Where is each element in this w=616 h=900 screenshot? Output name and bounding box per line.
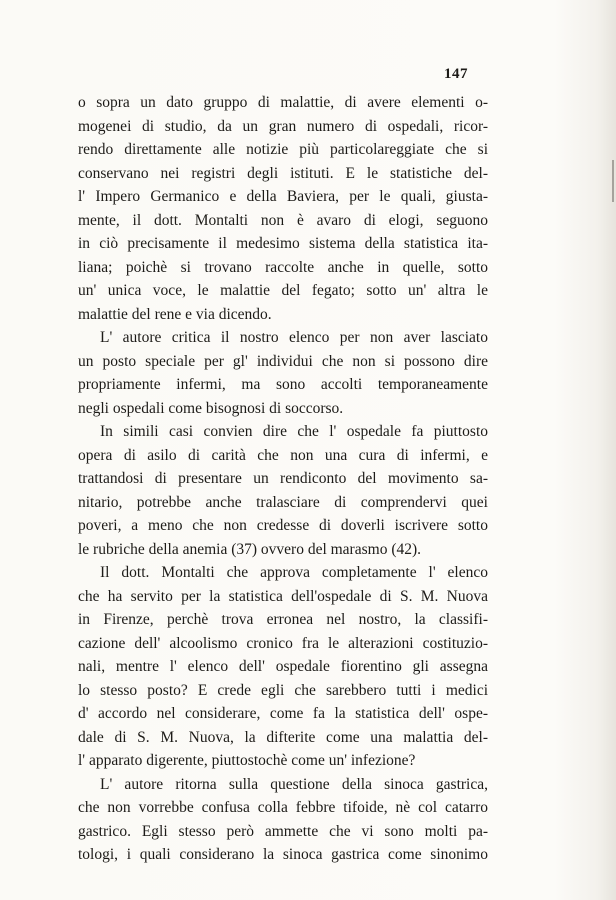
page-edge-mark: [612, 160, 614, 202]
text-line: trattandosi di presentare un rendiconto del movimento sa-: [78, 470, 488, 487]
text-line: l' Impero Germanico e della Baviera, per le quali, giusta-: [78, 188, 488, 205]
text-line: tologi, i quali considerano la sinoca gastrica come sinonimo: [78, 846, 488, 863]
text-line: l' apparato digerente, piuttostochè come un' infezione?: [78, 752, 416, 769]
text-line: d' accordo nel considerare, come fa la statistica dell' ospe-: [78, 705, 488, 722]
text-line: un' unica voce, le malattie del fegato; sotto un' altra le: [78, 282, 488, 299]
text-line: o sopra un dato gruppo di malattie, di avere elementi o-: [78, 94, 488, 111]
text-line: L' autore critica il nostro elenco per non aver lasciato: [100, 329, 488, 346]
text-line: cazione dell' alcoolismo cronico fra le alterazioni costituzio-: [78, 634, 488, 652]
text-line: le rubriche della anemia (37) ovvero del marasmo (42).: [78, 540, 422, 558]
text-line: liana; poichè si trovano raccolte anche in quelle, sotto: [78, 258, 488, 276]
text-line: conservano nei registri degli istituti. E le statistiche del-: [78, 164, 488, 182]
text-line: mente, il dott. Montalti non è avaro di elogi, seguono: [78, 211, 488, 229]
text-line: che non vorrebbe confusa colla febbre tifoide, nè col catarro: [78, 799, 488, 816]
text-line: poveri, a meno che non credesse di doverli iscrivere sotto: [78, 517, 488, 534]
text-line: nali, mentre l' elenco dell' ospedale fiorentino gli assegna: [78, 658, 488, 675]
text-line: in ciò precisamente il medesimo sistema della statistica ita-: [78, 235, 488, 252]
text-line: in Firenze, perchè trova erronea nel nostro, la classifi-: [78, 611, 488, 628]
text-line: In simili casi convien dire che l' ospedale fa piuttosto: [100, 423, 488, 440]
text-line: che ha servito per la statistica dell'ospedale di S. M. Nuova: [78, 587, 488, 605]
text-line: mogenei di studio, da un gran numero di ospedali, ricor-: [78, 117, 488, 135]
text-line: opera di asilo di carità che non una cura di infermi, e: [78, 446, 488, 464]
text-line: Il dott. Montalti che approva completamente l' elenco: [100, 564, 488, 581]
text-line: rendo direttamente alle notizie più particolareggiate che si: [78, 141, 488, 158]
text-line: lo stesso posto? E crede egli che sarebbero tutti i medici: [78, 681, 488, 699]
text-line: dale di S. M. Nuova, la difterite come una malattia del-: [78, 728, 488, 746]
text-line: malattie del rene e via dicendo.: [78, 305, 272, 323]
body-text: [78, 91, 488, 867]
text-line: nitario, potrebbe anche tralasciare di comprendervi quei: [78, 493, 488, 511]
text-line: propriamente infermi, ma sono accolti temporaneamente: [78, 376, 488, 393]
page-number: 147: [444, 66, 468, 82]
text-line: un posto speciale per gl' individui che non si possono dire: [78, 352, 488, 370]
text-line: L' autore ritorna sulla questione della sinoca gastrica,: [100, 775, 488, 793]
text-line: negli ospedali come bisognosi di soccorso.: [78, 399, 344, 417]
text-line: gastrico. Egli stesso però ammette che vi sono molti pa-: [78, 822, 488, 840]
